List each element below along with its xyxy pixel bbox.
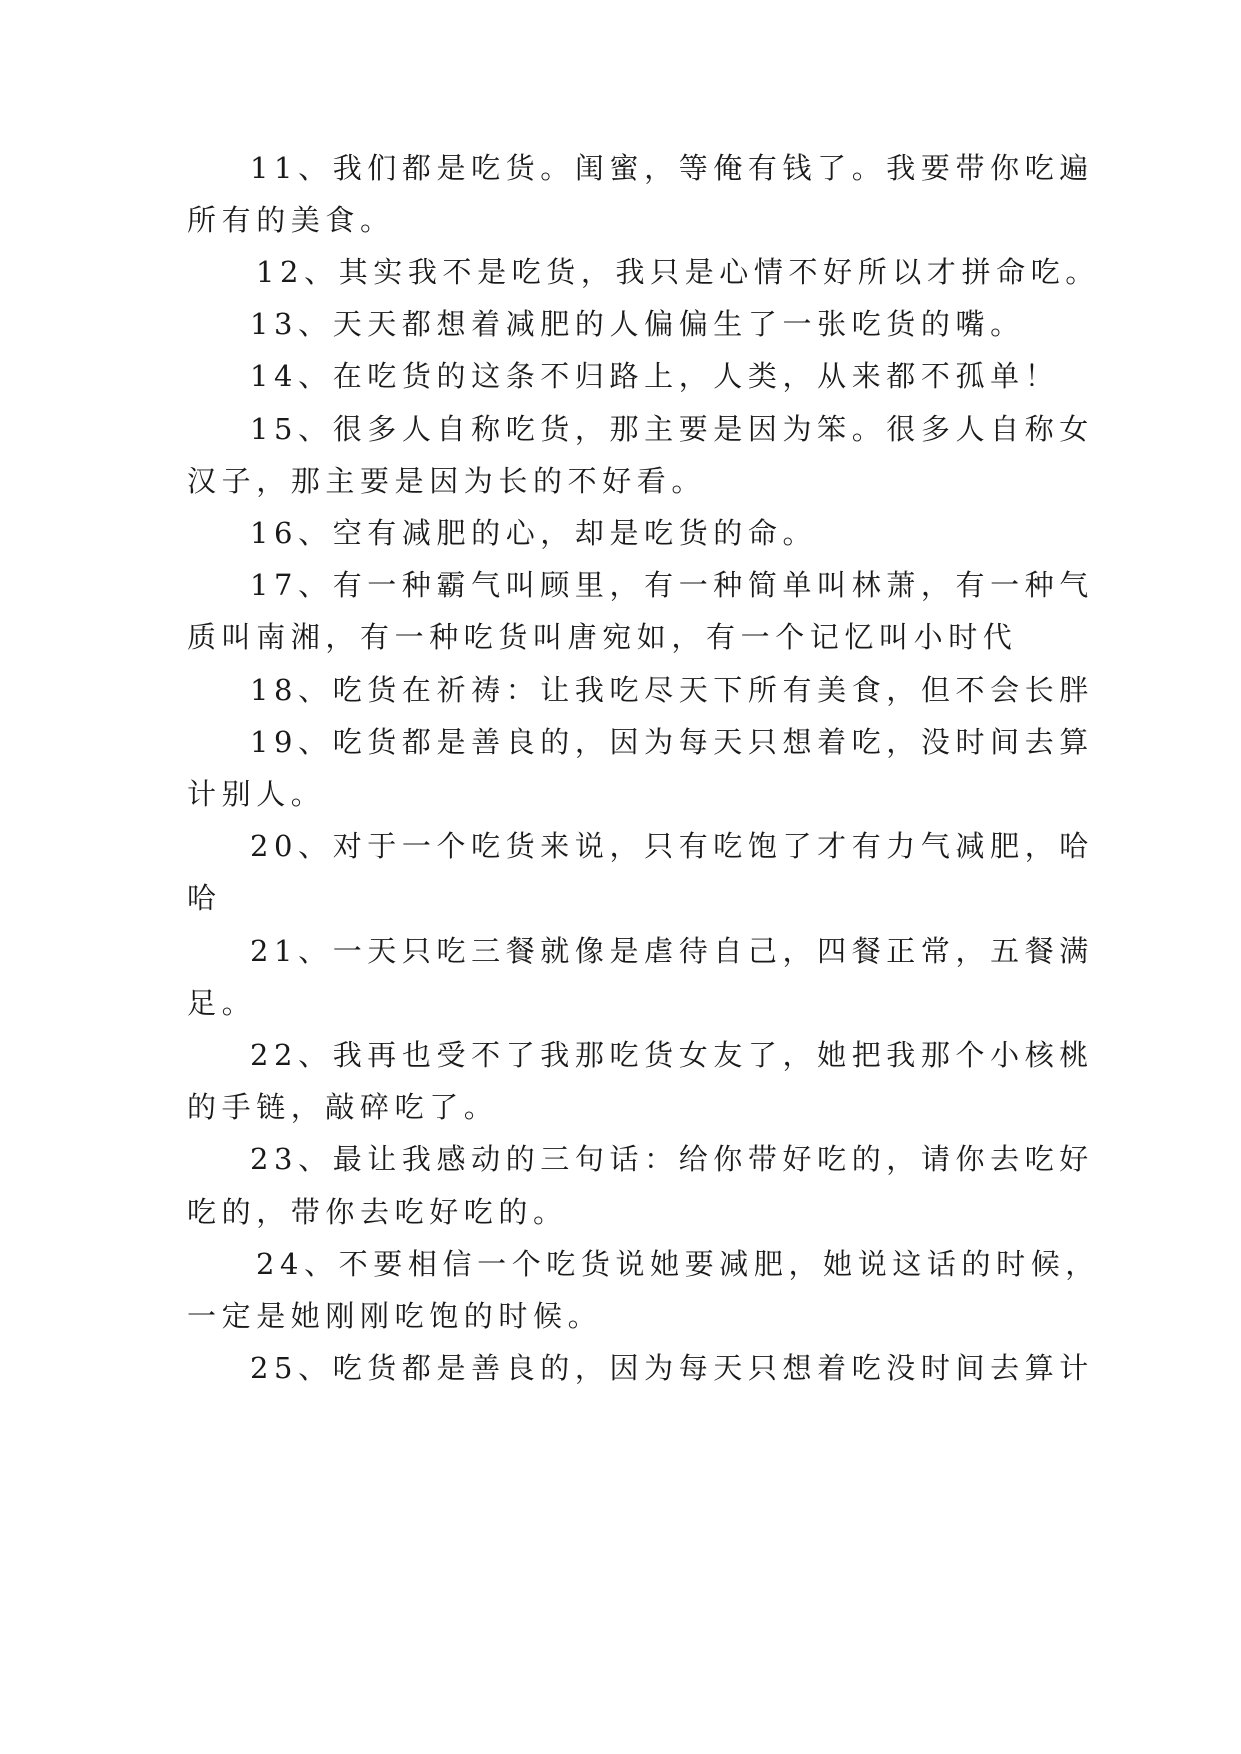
item-22-line-2: 的手链，敲碎吃了。 bbox=[187, 1090, 499, 1124]
item-17-line-2: 质叫南湘，有一种吃货叫唐宛如，有一个记忆叫小时代 bbox=[187, 620, 1018, 654]
item-20-line-2: 哈 bbox=[187, 881, 222, 915]
item-14-line-1: 14、在吃货的这条不归路上，人类，从来都不孤单！ bbox=[250, 359, 1060, 393]
item-19-line-2: 计别人。 bbox=[187, 777, 326, 811]
item-21-line-2: 足。 bbox=[187, 986, 257, 1020]
item-25-line-1: 25、吃货都是善良的，因为每天只想着吃没时间去算计 bbox=[250, 1351, 1094, 1385]
item-11-line-2: 所有的美食。 bbox=[187, 203, 395, 237]
item-24-line-2: 一定是她刚刚吃饱的时候。 bbox=[187, 1299, 603, 1333]
item-23-line-2: 吃的，带你去吃好吃的。 bbox=[187, 1195, 568, 1229]
item-12-line-1: 12、其实我不是吃货，我只是心情不好所以才拼命吃。 bbox=[256, 255, 1100, 289]
item-11-line-1: 11、我们都是吃货。闺蜜，等俺有钱了。我要带你吃遍 bbox=[250, 151, 1094, 185]
item-21-line-1: 21、一天只吃三餐就像是虐待自己，四餐正常，五餐满 bbox=[250, 934, 1094, 968]
item-19-line-1: 19、吃货都是善良的，因为每天只想着吃，没时间去算 bbox=[250, 725, 1094, 759]
item-15-line-1: 15、很多人自称吃货，那主要是因为笨。很多人自称女 bbox=[250, 412, 1094, 446]
item-13-line-1: 13、天天都想着减肥的人偏偏生了一张吃货的嘴。 bbox=[250, 307, 1025, 341]
item-17-line-1: 17、有一种霸气叫顾里，有一种简单叫林萧，有一种气 bbox=[250, 568, 1094, 602]
item-23-line-1: 23、最让我感动的三句话：给你带好吃的，请你去吃好 bbox=[250, 1142, 1094, 1176]
item-18-line-1: 18、吃货在祈祷：让我吃尽天下所有美食，但不会长胖 bbox=[250, 673, 1094, 707]
item-24-line-1: 24、不要相信一个吃货说她要减肥，她说这话的时候， bbox=[256, 1247, 1100, 1281]
item-20-line-1: 20、对于一个吃货来说，只有吃饱了才有力气减肥，哈 bbox=[250, 829, 1094, 863]
item-16-line-1: 16、空有减肥的心，却是吃货的命。 bbox=[250, 516, 818, 550]
item-22-line-1: 22、我再也受不了我那吃货女友了，她把我那个小核桃 bbox=[250, 1038, 1094, 1072]
item-15-line-2: 汉子，那主要是因为长的不好看。 bbox=[187, 464, 707, 498]
